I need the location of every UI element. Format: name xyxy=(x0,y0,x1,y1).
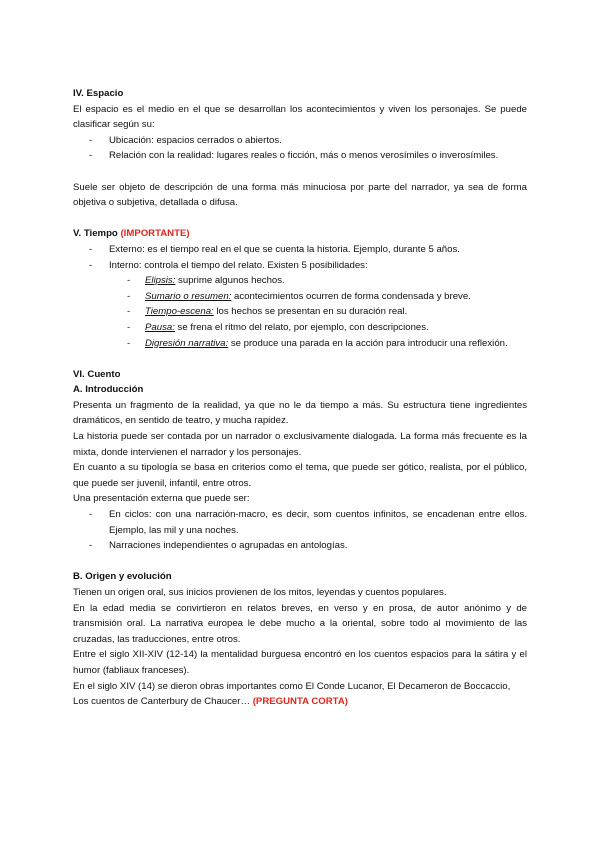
sub-list-item: - Elipsis: suprime algunos hechos. xyxy=(73,273,527,289)
dash-bullet: - xyxy=(127,306,131,318)
sub-list-item: - Digresión narrativa: se produce una parada en la acción para introducir una reflexión. xyxy=(73,336,527,352)
espacio-note: Suele ser objeto de descripción de una forma más minuciosa por parte del narrador, ya sea de forma objetiva o subjetiva, detallada o difusa. xyxy=(73,181,527,209)
dash-bullet: - xyxy=(89,540,93,552)
list-item: - Relación con la realidad: lugares reales o ficción, más o menos verosímiles o inverosímiles. xyxy=(73,148,527,164)
sub-list-item: - Pausa: se frena el ritmo del relato, por ejemplo, con descripciones. xyxy=(73,320,527,336)
paragraph: Una presentación externa que puede ser: xyxy=(73,493,250,505)
document-page xyxy=(73,86,527,710)
list-item: - En ciclos: con una narración-macro, es decir, som cuentos infinitos, se encadenan entre ellos. Ejemplo, las mil y una noches. xyxy=(89,509,527,536)
paragraph: Entre el siglo XII-XIV (12-14) la mentalidad burguesa encontró en los cuentos espacios para la sátira y el humor (fabliaux franceses). xyxy=(73,649,527,676)
espacio-intro: El espacio es el medio en el que se desarrollan los acontecimientos y viven los personajes. Se puede clasificar según su: xyxy=(73,103,527,131)
paragraph: En cuanto a su tipología se basa en criterios como el tema, que puede ser gótico, realista, por el público, que puede ser juvenil, infantil, entre otros. xyxy=(73,462,527,489)
subheading-introduccion: A. Introducción xyxy=(73,384,144,396)
list-item: - Interno: controla el tiempo del relato. Existen 5 posibilidades: xyxy=(73,258,527,274)
dash-bullet: - xyxy=(89,150,93,162)
paragraph: Presenta un fragmento de la realidad, ya que no le da tiempo a más. Su estructura tiene ingredientes dramáticos, en sentido de teatro, y mucha rapidez. xyxy=(73,399,527,427)
dash-bullet: - xyxy=(127,290,131,302)
paragraph: En el siglo XIV (14) se dieron obras importantes como El Conde Lucanor, El Decameron de Boccaccio, Los cuentos de Canterbury de Chaucer… (PREGUNTA CORTA) xyxy=(73,680,511,708)
dash-bullet: - xyxy=(89,243,93,255)
subheading-origen: B. Origen y evolución xyxy=(73,571,172,583)
dash-bullet: - xyxy=(127,321,131,333)
paragraph: La historia puede ser contada por un narrador o exclusivamente dialogada. La forma más frecuente es la mixta, donde intervienen el narrador y los personajes. xyxy=(73,431,527,458)
dash-bullet: - xyxy=(127,275,131,287)
section-heading-cuento: VI. Cuento xyxy=(73,368,121,380)
sub-list-item: - Tiempo-escena: los hechos se presentan en su duración real. xyxy=(73,304,527,320)
dash-bullet: - xyxy=(89,134,93,146)
short-question-tag: (PREGUNTA CORTA) xyxy=(252,696,348,708)
paragraph: En la edad media se convirtieron en relatos breves, en verso y en prosa, de autor anónimo y de transmisión oral. La narrativa europea le debe mucho a la oriental, sobre todo al movimiento de las cruzadas, las traducciones, entre otros. xyxy=(73,602,527,645)
list-item: - Ubicación: espacios cerrados o abiertos. xyxy=(73,133,527,149)
section-heading-espacio: IV. Espacio xyxy=(73,88,124,99)
sub-list-item: - Sumario o resumen: acontecimientos ocurren de forma condensada y breve. xyxy=(73,289,527,305)
section-heading-tiempo: V. Tiempo (IMPORTANTE) xyxy=(73,228,190,240)
dash-bullet: - xyxy=(89,259,93,271)
dash-bullet: - xyxy=(89,509,93,521)
list-item: - Externo: es el tiempo real en el que se cuenta la historia. Ejemplo, durante 5 años. xyxy=(73,242,527,258)
dash-bullet: - xyxy=(127,337,131,349)
paragraph: Tienen un origen oral, sus inicios provienen de los mitos, leyendas y cuentos populares. xyxy=(73,587,447,598)
list-item: - Narraciones independientes o agrupadas en antologías. xyxy=(73,538,527,554)
important-tag: (IMPORTANTE) xyxy=(120,228,190,240)
